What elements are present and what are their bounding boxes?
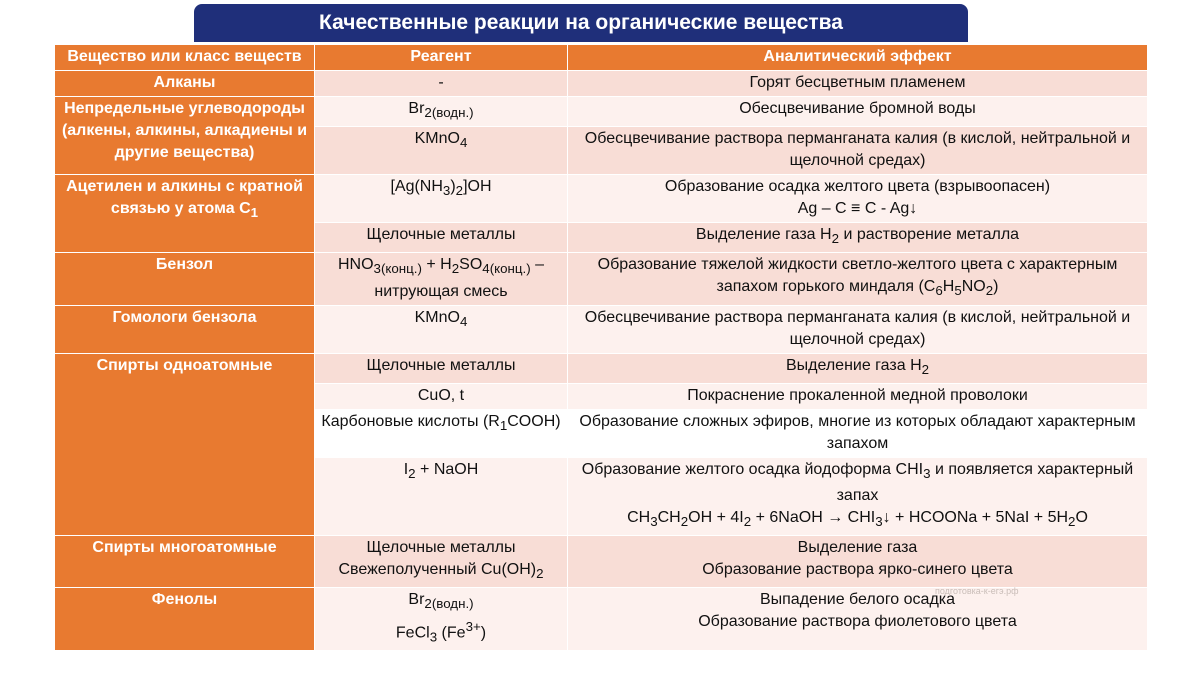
table-row bbox=[55, 536, 1148, 588]
reagent-cell: KMnO$_4$ bbox=[315, 127, 568, 175]
reagent-cell: $Br_{2(водн.)}$ FeCl$_3$ $(Fe^{3+})$ bbox=[315, 588, 568, 651]
effect-cell: Образование осадка желтого цвета (взрывоопасен) Ag – C ≡ C - Ag↓ bbox=[568, 175, 1148, 223]
header-substance: Вещество или класс веществ bbox=[55, 45, 315, 71]
effect-cell: Обесцвечивание бромной воды bbox=[568, 97, 1148, 127]
substance-cell: Непредельные углеводороды (алкены, алкины, алкадиены и другие вещества) bbox=[55, 97, 315, 175]
effect-cell: Образование желтого осадка йодоформа $CHI_3$ и появляется характерный запах $CH_3CH_2OH + 4I_2$ + 6NaOH → $CHI_3↓$ + HCOONa + $5NaI + 5H_2O$ bbox=[568, 457, 1148, 535]
reagent-cell: Карбоновые кислоты $(R_1COOH)$ bbox=[315, 409, 568, 457]
effect-cell: Выпадение белого осадка Образование раствора фиолетового цвета bbox=[568, 588, 1148, 651]
effect-cell: Обесцвечивание раствора перманганата калия (в кислой, нейтральной и щелочной средах) bbox=[568, 305, 1148, 353]
reactions-table bbox=[54, 44, 1148, 651]
substance-cell: Спирты одноатомные bbox=[55, 353, 315, 536]
reagent-cell: $I_2$ + NaOH bbox=[315, 457, 568, 535]
effect-cell: Горят бесцветным пламенем bbox=[568, 71, 1148, 97]
reagent-cell: CuO, t bbox=[315, 383, 568, 409]
reagent-cell: KMnO$_4$ bbox=[315, 305, 568, 353]
reagent-cell: - bbox=[315, 71, 568, 97]
table-body bbox=[55, 71, 1148, 651]
reagent-cell: Щелочные металлы bbox=[315, 353, 568, 383]
effect-cell: Покраснение прокаленной медной проволоки bbox=[568, 383, 1148, 409]
table-row bbox=[55, 175, 1148, 223]
header-reagent: Реагент bbox=[315, 45, 568, 71]
substance-cell: Алканы bbox=[55, 71, 315, 97]
effect-cell: Образование тяжелой жидкости светло-желтого цвета с характерным запахом горького миндаля $(C_6H_5NO_2)$ bbox=[568, 253, 1148, 305]
substance-cell: Гомологи бензола bbox=[55, 305, 315, 353]
reagent-cell: $[Ag(NH_3)_2]OH$ bbox=[315, 175, 568, 223]
effect-cell: Выделение газа Образование раствора ярко-синего цвета bbox=[568, 536, 1148, 588]
substance-cell: Спирты многоатомные bbox=[55, 536, 315, 588]
table-row bbox=[55, 305, 1148, 353]
substance-cell: Ацетилен и алкины с кратной связью у атома $C_1$ bbox=[55, 175, 315, 253]
reagent-cell: $Br_{2(водн.)}$ bbox=[315, 97, 568, 127]
header-effect: Аналитический эффект bbox=[568, 45, 1148, 71]
substance-cell: Бензол bbox=[55, 253, 315, 305]
effect-cell: Выделение газа $H_2$ bbox=[568, 353, 1148, 383]
table-row bbox=[55, 97, 1148, 127]
table-row bbox=[55, 253, 1148, 305]
reagent-cell: Щелочные металлы Свежеполученный $Cu(OH)_2$ bbox=[315, 536, 568, 588]
table-row bbox=[55, 71, 1148, 97]
watermark: подготовка-к-егэ.рф bbox=[935, 586, 1019, 596]
effect-cell: Образование сложных эфиров, многие из которых обладают характерным запахом bbox=[568, 409, 1148, 457]
table-header bbox=[55, 45, 1148, 71]
effect-cell: Выделение газа $H_2$ и растворение металла bbox=[568, 223, 1148, 253]
reagent-cell: Щелочные металлы bbox=[315, 223, 568, 253]
slide-title: Качественные реакции на органические вещества bbox=[194, 4, 968, 42]
reagent-cell: $HNO_{3(конц.)} + H_2SO_{4(конц.)}$ – нитрующая смесь bbox=[315, 253, 568, 305]
table-row bbox=[55, 588, 1148, 651]
table-row bbox=[55, 353, 1148, 383]
effect-cell: Обесцвечивание раствора перманганата калия (в кислой, нейтральной и щелочной средах) bbox=[568, 127, 1148, 175]
substance-cell: Фенолы bbox=[55, 588, 315, 651]
